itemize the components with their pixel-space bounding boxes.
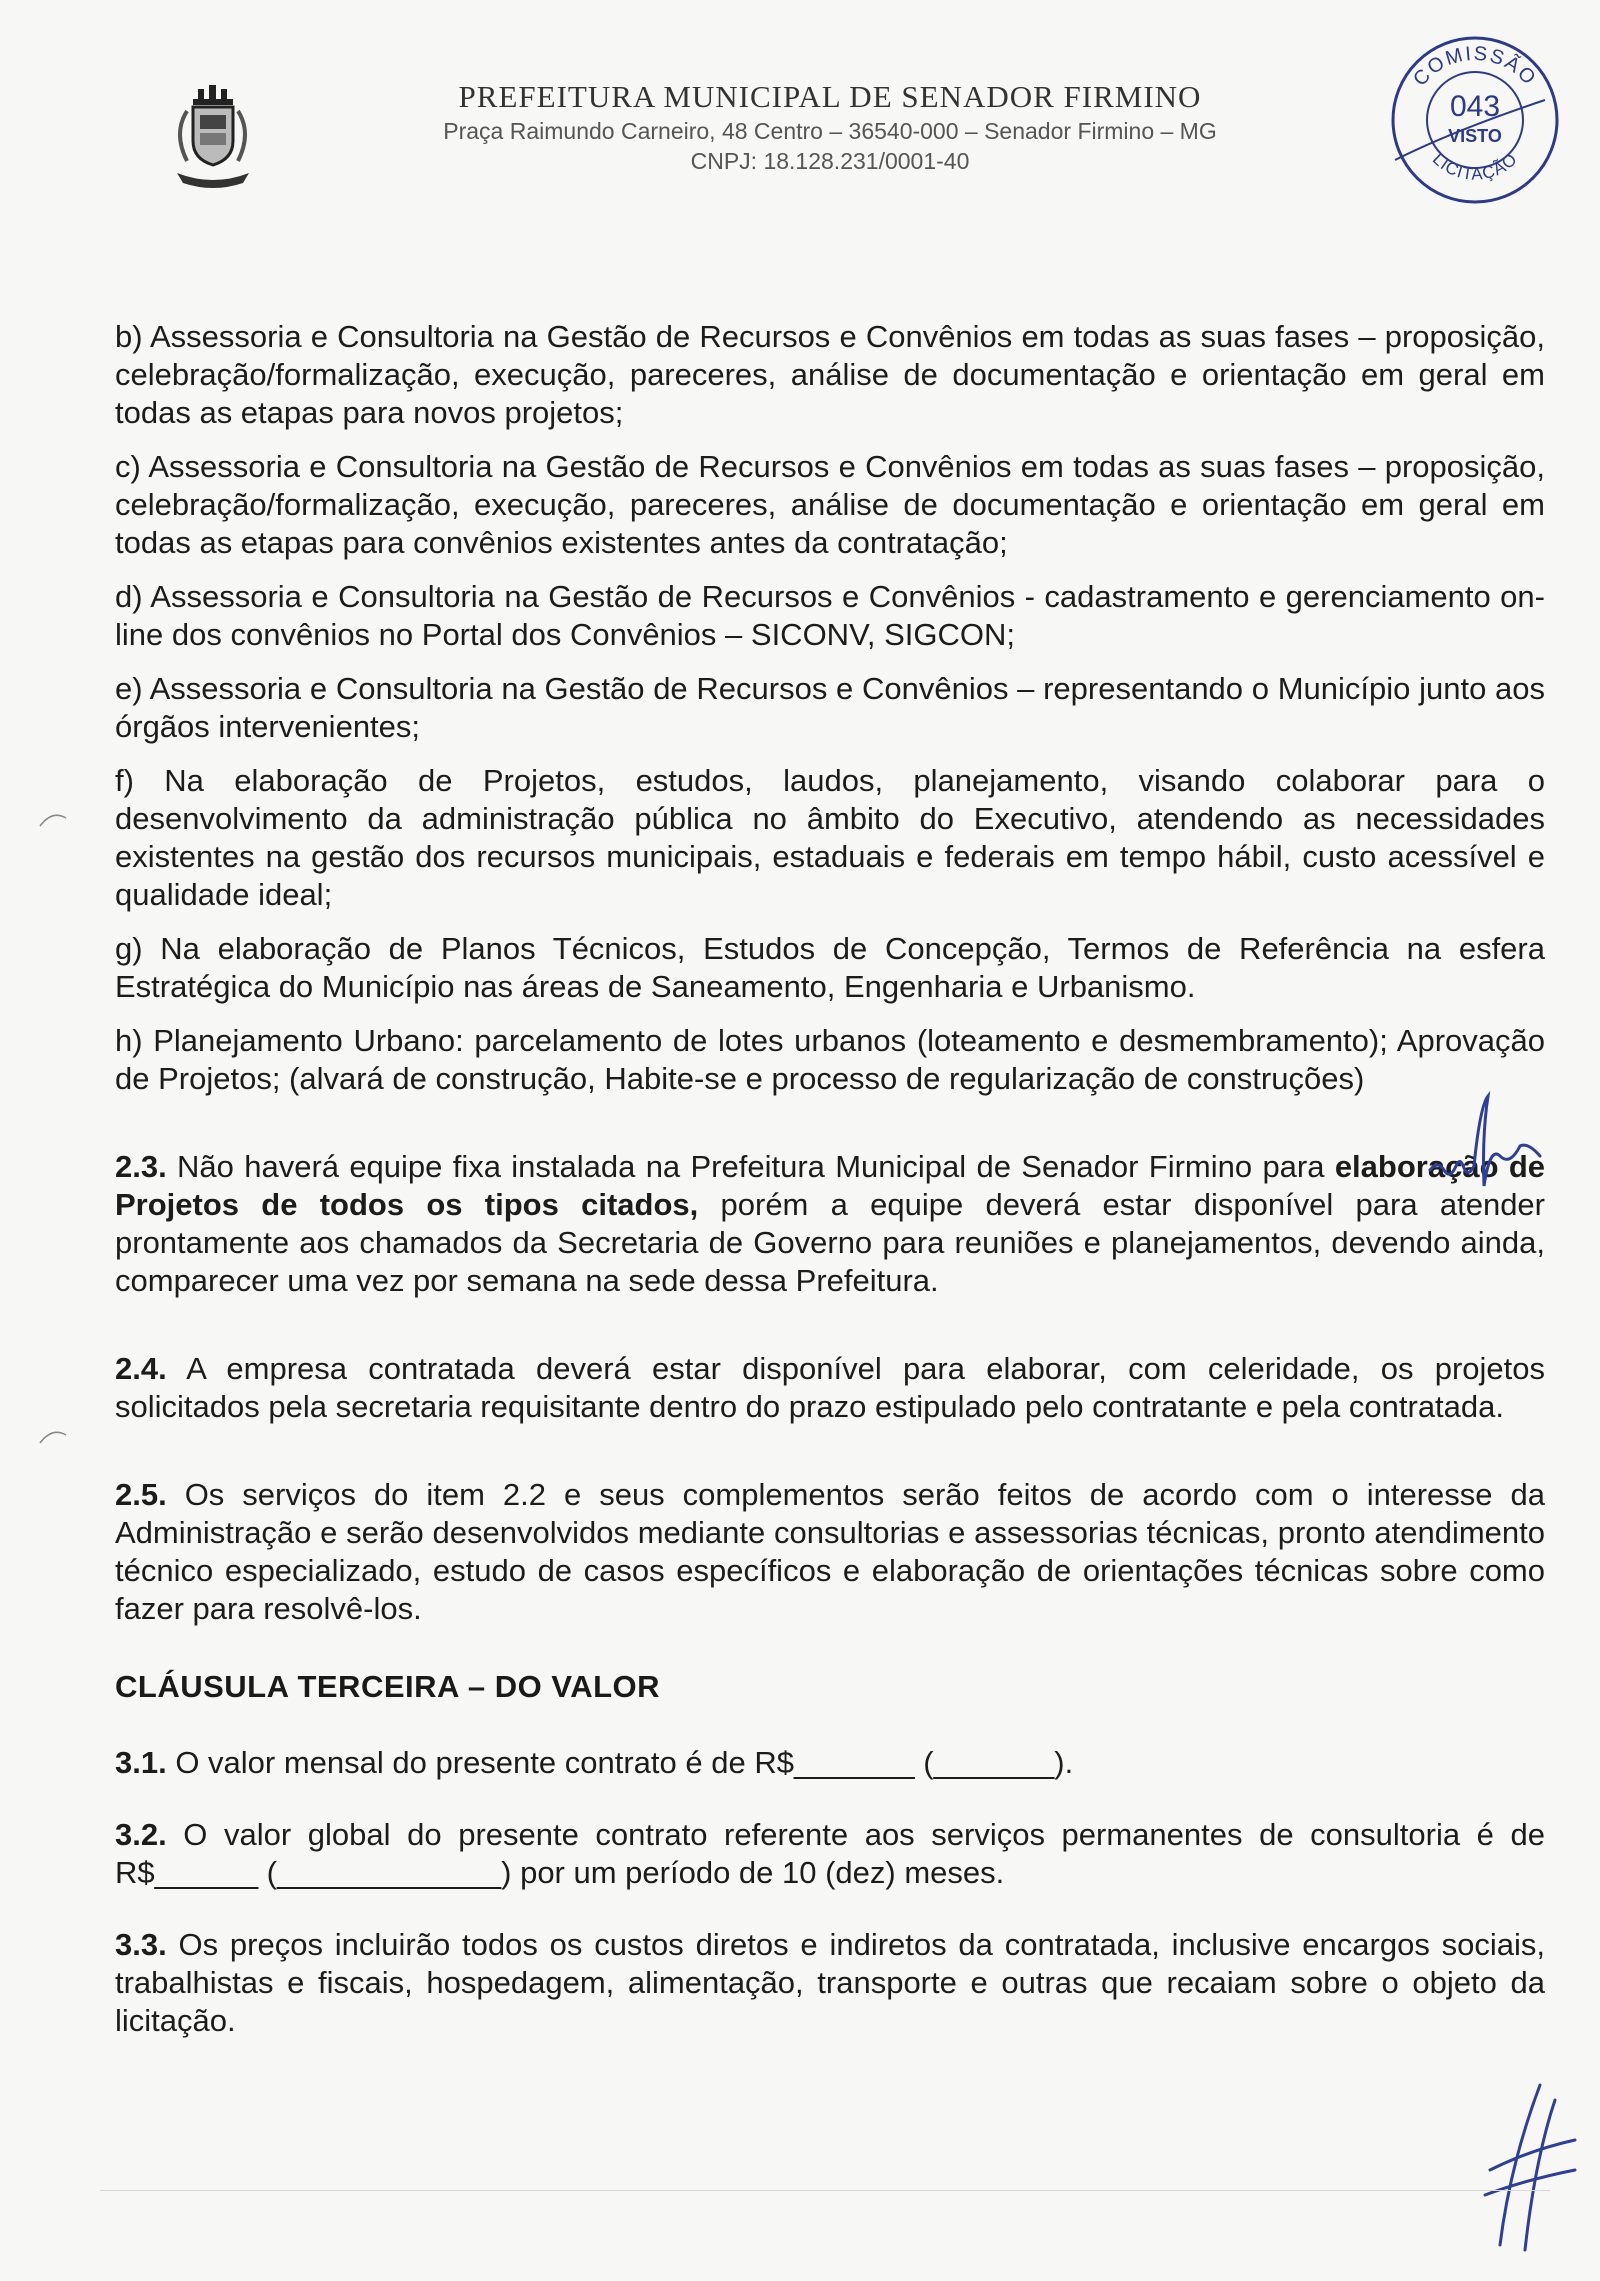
commission-stamp xyxy=(1380,30,1570,210)
clause-number: 3.3. xyxy=(115,1927,167,1962)
contract-body xyxy=(115,318,1545,2056)
clause-text: Os preços incluirão todos os custos diretos e indiretos da contratada, inclusive encargos sociais, trabalhistas e fiscais, hospedagem, alimentação, transporte e outras que recaiam sobre o objeto da licitação. xyxy=(115,1927,1545,2038)
clause-bold-text: elaboração de Projetos de todos os tipos citados, xyxy=(115,1149,1545,1222)
clause-text: O valor mensal do presente contrato é de R$_______ (_______). xyxy=(166,1745,1074,1780)
letterhead-cnpj: CNPJ: 18.128.231/0001-40 xyxy=(690,148,970,174)
bottom-rule xyxy=(100,2190,1550,2191)
handwritten-initials xyxy=(1420,1090,1570,1200)
item-e: e) Assessoria e Consultoria na Gestão de Recursos e Convênios – representando o Município junto aos órgãos intervenientes; xyxy=(115,671,1545,744)
clause-2-3 xyxy=(115,1148,1545,1300)
clause-number: 2.3. xyxy=(115,1149,167,1184)
item-f: f) Na elaboração de Projetos, estudos, laudos, planejamento, visando colaborar para o desenvolvimento da administração pública no âmbito do Executivo, atendendo as necessidades existentes na gestão dos recursos municipais, estaduais e federais em tempo hábil, custo acessível e qualidade ideal; xyxy=(115,763,1545,912)
clause-number: 2.5. xyxy=(115,1477,167,1512)
item-b: b) Assessoria e Consultoria na Gestão de Recursos e Convênios em todas as suas fases – proposição, celebração/formalização, execução, pareceres, análise de documentação e orientação em geral em todas as etapas para novos projetos; xyxy=(115,319,1545,430)
clause-3-3 xyxy=(115,1926,1545,2040)
letterhead-address: Praça Raimundo Carneiro, 48 Centro – 36540-000 – Senador Firmino – MG xyxy=(443,118,1217,144)
letterhead xyxy=(0,78,1600,176)
item-h: h) Planejamento Urbano: parcelamento de lotes urbanos (loteamento e desmembramento); Aprovação de Projetos; (alvará de construção, Habite-se e processo de regularização de construções) xyxy=(115,1023,1545,1096)
svg-text:LICITAÇÃO xyxy=(1429,149,1521,184)
stamp-number: 043 xyxy=(1449,90,1501,123)
clause-3-2 xyxy=(115,1816,1545,1892)
clause-text: Os serviços do item 2.2 e seus complementos serão feitos de acordo com o interesse da Administração e serão desenvolvidos mediante consultorias e assessorias técnicas, pronto atendimento técnico especializado, estudo de casos específicos e elaboração de orientações técnicas sobre como fazer para resolvê-los. xyxy=(115,1477,1545,1626)
svg-text:COMISSÃO xyxy=(1409,43,1541,91)
margin-mark xyxy=(38,808,68,828)
clause-number: 2.4. xyxy=(115,1351,167,1386)
clause-heading-terceira: CLÁUSULA TERCEIRA – DO VALOR xyxy=(115,1669,661,1704)
clause-2-5 xyxy=(115,1476,1545,1628)
clause-3-1 xyxy=(115,1744,1545,1782)
clause-text: A empresa contratada deverá estar disponível para elaborar, com celeridade, os projetos solicitados pela secretaria requisitante dentro do prazo estipulado pelo contratante e pela contratada. xyxy=(115,1351,1545,1424)
handwritten-signature xyxy=(1470,2075,1580,2255)
stamp-visto: VISTO xyxy=(1448,126,1502,146)
clause-text: O valor global do presente contrato referente aos serviços permanentes de consultoria é de R$______ (_____________) por um período de 10 (dez) meses. xyxy=(115,1817,1545,1890)
clause-text: porém a equipe deverá estar disponível para atender prontamente aos chamados da Secretaria de Governo para reuniões e planejamentos, devendo ainda, comparecer uma vez por semana na sede dessa Prefeitura. xyxy=(115,1187,1545,1298)
clause-number: 3.2. xyxy=(115,1817,167,1852)
item-g: g) Na elaboração de Planos Técnicos, Estudos de Concepção, Termos de Referência na esfera Estratégica do Município nas áreas de Saneamento, Engenharia e Urbanismo. xyxy=(115,931,1545,1004)
clause-2-4 xyxy=(115,1350,1545,1426)
item-d: d) Assessoria e Consultoria na Gestão de Recursos e Convênios - cadastramento e gerenciamento on-line dos convênios no Portal dos Convênios – SICONV, SIGCON; xyxy=(115,579,1545,652)
stamp-top-text: COMISSÃO xyxy=(1409,42,1541,91)
letterhead-title: PREFEITURA MUNICIPAL DE SENADOR FIRMINO xyxy=(458,79,1202,114)
item-c: c) Assessoria e Consultoria na Gestão de Recursos e Convênios em todas as suas fases – proposição, celebração/formalização, execução, pareceres, análise de documentação e orientação em geral em todas as etapas para convênios existentes antes da contratação; xyxy=(115,449,1545,560)
margin-mark xyxy=(38,1425,68,1445)
clause-number: 3.1. xyxy=(115,1745,167,1780)
stamp-bottom-text: LICITAÇÃO xyxy=(1428,149,1522,184)
clause-text: Não haverá equipe fixa instalada na Prefeitura Municipal de Senador Firmino para xyxy=(166,1149,1335,1184)
